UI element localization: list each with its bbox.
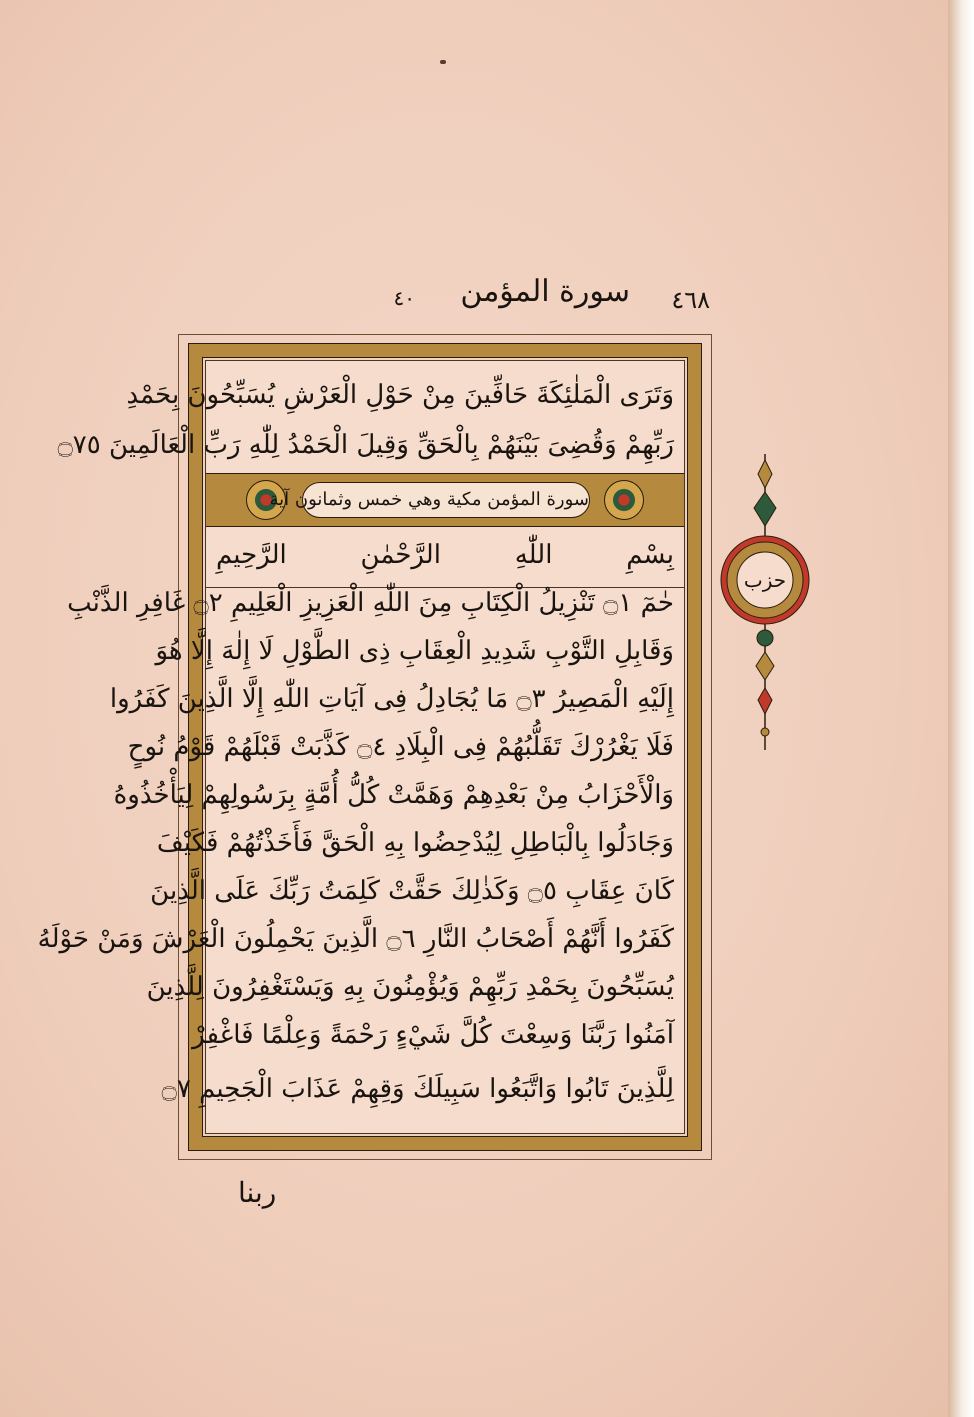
text-line-12: آمَنُوا رَبَّنَا وَسِعْتَ كُلَّ شَيْءٍ رَحْمَةً وَعِلْمًا فَاغْفِرْ: [192, 1020, 674, 1050]
hizb-medallion-icon: [710, 452, 820, 752]
text-line-1: وَتَرَى الْمَلٰئِكَةَ حَافِّينَ مِنْ حَوْلِ الْعَرْشِ يُسَبِّحُونَ بِحَمْدِ: [126, 380, 674, 410]
hizb-label: حزب: [743, 568, 787, 592]
text-line-10: كَفَرُوا أَنَّهُمْ أَصْحَابُ النَّارِ ۝٦ الَّذِينَ يَحْمِلُونَ الْعَرْشَ وَمَنْ حَوْلَهُ: [37, 924, 674, 954]
page-edge: [948, 0, 974, 1417]
surah-heading: سورة المؤمن مكية وهي خمس وثمانون آية: [302, 482, 590, 518]
surah-title-band: [206, 473, 684, 527]
rosette-ornament-icon: [604, 480, 644, 520]
text-line-11: يُسَبِّحُونَ بِحَمْدِ رَبِّهِمْ وَيُؤْمِنُونَ بِهِ وَيَسْتَغْفِرُونَ لِلَّذِينَ: [146, 972, 674, 1002]
text-line-3: حٰمٓ ۝١ تَنْزِيلُ الْكِتَابِ مِنَ اللّٰهِ الْعَزِيزِ الْعَلِيمِ ۝٢ غَافِرِ الذَّنْبِ: [67, 588, 674, 618]
text-line-4: وَقَابِلِ التَّوْبِ شَدِيدِ الْعِقَابِ ذِى الطَّوْلِ لَا إِلٰهَ إِلَّا هُوَ: [155, 636, 674, 666]
text-line-13: لِلَّذِينَ تَابُوا وَاتَّبَعُوا سَبِيلَكَ وَقِهِمْ عَذَابَ الْجَحِيمِ ۝٧: [161, 1074, 674, 1104]
surah-title: سورة المؤمن: [460, 274, 630, 309]
text-line-9: كَانَ عِقَابِ ۝٥ وَكَذٰلِكَ حَقَّتْ كَلِمَتُ رَبِّكَ عَلَى الَّذِينَ: [150, 876, 674, 906]
page-header: [340, 272, 710, 322]
text-line-6: فَلَا يَغْرُرْكَ تَقَلُّبُهُمْ فِى الْبِلَادِ ۝٤ كَذَّبَتْ قَبْلَهُمْ قَوْمُ نُوحٍ: [127, 732, 674, 762]
text-line-7: وَالْأَحْزَابُ مِنْ بَعْدِهِمْ وَهَمَّتْ كُلُّ أُمَّةٍ بِرَسُولِهِمْ لِيَأْخُذُوهُ: [113, 780, 674, 810]
page-number: ٤٦٨: [671, 286, 710, 314]
surah-number: ٤٠: [393, 286, 415, 310]
text-line-5: إِلَيْهِ الْمَصِيرُ ۝٣ مَا يُجَادِلُ فِى آيَاتِ اللّٰهِ إِلَّا الَّذِينَ كَفَرُوا: [109, 684, 674, 714]
basmala: بِسْمِ اللّٰهِ الرَّحْمٰنِ الرَّحِيمِ: [216, 540, 674, 570]
paper-speck: [440, 60, 446, 64]
catchword: ربنا: [238, 1176, 277, 1209]
text-line-8: وَجَادَلُوا بِالْبَاطِلِ لِيُدْحِضُوا بِهِ الْحَقَّ فَأَخَذْتُهُمْ فَكَيْفَ: [156, 828, 674, 858]
text-line-2: رَبِّهِمْ وَقُضِىَ بَيْنَهُمْ بِالْحَقِّ وَقِيلَ الْحَمْدُ لِلّٰهِ رَبِّ الْعَالَمِينَ ۝٧٥: [57, 430, 674, 460]
text-panel: [37, 360, 685, 1134]
